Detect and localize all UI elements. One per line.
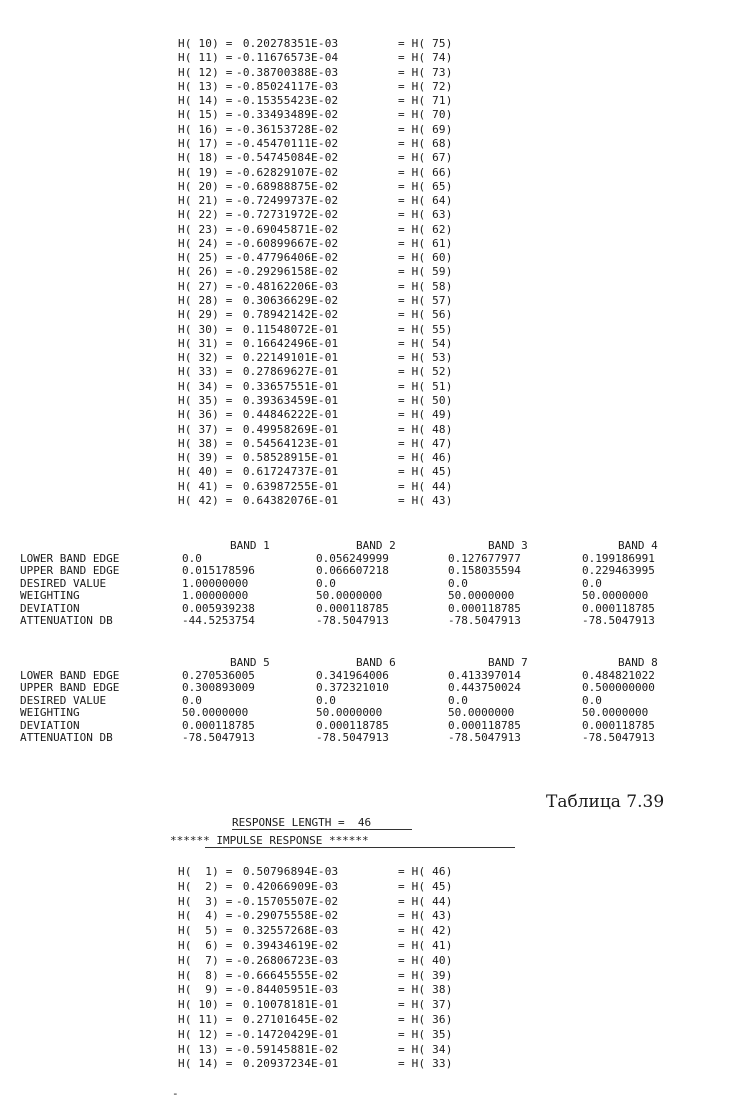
- coefficient-index: H( 34) =: [178, 379, 233, 393]
- coefficient-value: -0.59145881E-02: [236, 1042, 339, 1056]
- coefficient-index: H( 28) =: [178, 294, 233, 308]
- coefficient-mirror: = H( 71): [398, 94, 453, 108]
- coefficient-value: 0.20278351E-03: [236, 37, 339, 50]
- coefficient-index: H( 3) =: [178, 894, 233, 908]
- band-row-label: DESIRED VALUE: [20, 693, 107, 707]
- coefficient-mirror: = H( 75): [398, 37, 453, 50]
- coefficient-row: [178, 338, 453, 350]
- coefficient-mirror: = H( 72): [398, 79, 453, 93]
- coefficient-index: H( 32) =: [178, 351, 233, 365]
- coefficient-mirror: = H( 42): [398, 924, 453, 938]
- band-header: BAND 2: [356, 539, 396, 552]
- coefficient-row: [178, 352, 453, 364]
- coefficient-mirror: = H( 50): [398, 394, 453, 407]
- coefficient-mirror: = H( 51): [398, 379, 453, 393]
- coefficient-index: H( 16) =: [178, 122, 233, 136]
- band-value: 0.0: [448, 693, 468, 707]
- coefficient-index: H( 6) =: [178, 939, 233, 952]
- coefficient-value: -0.72499737E-02: [236, 194, 339, 208]
- coefficient-mirror: = H( 45): [398, 465, 453, 479]
- coefficient-value: -0.15705507E-02: [236, 894, 339, 908]
- coefficient-row: [178, 266, 453, 278]
- coefficient-row: [178, 984, 453, 996]
- coefficient-mirror: = H( 52): [398, 365, 453, 379]
- coefficient-row: [178, 95, 453, 107]
- band-value: 0.484821022: [582, 668, 655, 682]
- band-value: 0.500000000: [582, 681, 655, 694]
- coefficient-mirror: = H( 62): [398, 222, 453, 236]
- coefficient-value: -0.15355423E-02: [236, 94, 339, 108]
- coefficient-value: -0.36153728E-02: [236, 122, 339, 136]
- coefficient-mirror: = H( 74): [398, 51, 453, 65]
- coefficient-index: H( 26) =: [178, 265, 233, 279]
- band-value: 0.000118785: [582, 601, 655, 615]
- band-value: 0.372321010: [316, 681, 389, 694]
- band-row-label: ATTENUATION DB: [20, 614, 113, 627]
- band-value: 0.443750024: [448, 681, 521, 694]
- coefficient-mirror: = H( 46): [398, 451, 453, 465]
- coefficient-row: [178, 466, 453, 478]
- coefficient-row: [178, 109, 453, 121]
- coefficient-index: H( 10) =: [178, 37, 233, 50]
- band-row-label: WEIGHTING: [20, 706, 80, 719]
- coefficient-index: H( 14) =: [178, 1057, 233, 1071]
- band-value: 0.270536005: [182, 668, 255, 682]
- coefficient-index: H( 7) =: [178, 953, 233, 967]
- coefficient-value: -0.29075558E-02: [236, 909, 339, 923]
- coefficient-mirror: = H( 67): [398, 151, 453, 165]
- coefficient-value: 0.50796894E-03: [236, 865, 339, 878]
- band-value: -78.5047913: [316, 614, 389, 627]
- coefficient-index: H( 29) =: [178, 308, 233, 322]
- response-length: RESPONSE LENGTH = 46: [232, 816, 372, 829]
- coefficient-index: H( 11) =: [178, 1013, 233, 1026]
- coefficient-index: H( 21) =: [178, 194, 233, 208]
- coefficient-value: 0.64382076E-01: [236, 493, 339, 507]
- coefficient-value: 0.61724737E-01: [236, 465, 339, 479]
- coefficient-value: -0.66645555E-02: [236, 968, 339, 982]
- coefficient-row: [178, 224, 453, 236]
- coefficient-index: H( 42) =: [178, 493, 233, 507]
- coefficient-row: [178, 438, 453, 450]
- coefficient-index: H( 11) =: [178, 51, 233, 65]
- coefficient-index: H( 14) =: [178, 94, 233, 108]
- coefficient-index: H( 1) =: [178, 865, 233, 878]
- coefficient-value: 0.39363459E-01: [236, 394, 339, 407]
- band-header: BAND 5: [230, 656, 270, 669]
- coefficient-index: H( 13) =: [178, 1042, 233, 1056]
- coefficient-index: H( 38) =: [178, 436, 233, 450]
- coefficient-index: H( 22) =: [178, 208, 233, 222]
- coefficient-value: -0.38700388E-03: [236, 65, 339, 79]
- band-value: 0.229463995: [582, 564, 655, 577]
- coefficient-row: [178, 940, 453, 952]
- coefficient-index: H( 31) =: [178, 336, 233, 350]
- band-row-label: WEIGHTING: [20, 589, 80, 602]
- coefficient-row: [178, 925, 453, 937]
- coefficient-row: [178, 970, 453, 982]
- band-value: 0.413397014: [448, 668, 521, 682]
- coefficient-row: [178, 395, 453, 407]
- coefficient-index: H( 8) =: [178, 968, 233, 982]
- coefficient-value: -0.33493489E-02: [236, 108, 339, 122]
- band-value: 50.0000000: [316, 706, 383, 719]
- coefficient-index: H( 30) =: [178, 322, 233, 336]
- band-value: 50.0000000: [448, 706, 515, 719]
- coefficient-index: H( 12) =: [178, 1027, 233, 1041]
- coefficient-value: 0.27869627E-01: [236, 365, 339, 379]
- trailing-mark: -: [172, 1087, 179, 1100]
- band-value: -78.5047913: [316, 731, 389, 744]
- band-header: BAND 8: [618, 656, 658, 669]
- band-value: -78.5047913: [582, 731, 655, 744]
- coefficient-value: 0.44846222E-01: [236, 408, 339, 422]
- band-value: 0.0: [182, 693, 202, 707]
- band-value: 0.066607218: [316, 564, 389, 577]
- coefficient-value: -0.85024117E-03: [236, 79, 339, 93]
- coefficient-row: [178, 999, 453, 1011]
- coefficient-value: 0.10078181E-01: [236, 998, 339, 1012]
- coefficient-row: [178, 910, 453, 922]
- band-header: BAND 1: [230, 539, 270, 552]
- band-value: 0.158035594: [448, 564, 521, 577]
- band-value: 50.0000000: [316, 589, 383, 602]
- band-row-label: UPPER BAND EDGE: [20, 681, 120, 694]
- coefficient-mirror: = H( 64): [398, 194, 453, 208]
- band-value: 0.0: [316, 693, 336, 707]
- coefficient-value: 0.33657551E-01: [236, 379, 339, 393]
- coefficient-row: [178, 381, 453, 393]
- band-value: 0.015178596: [182, 564, 255, 577]
- coefficient-mirror: = H( 36): [398, 1013, 453, 1026]
- coefficient-row: [178, 152, 453, 164]
- coefficient-index: H( 9) =: [178, 983, 233, 997]
- band-row-label: LOWER BAND EDGE: [20, 668, 120, 682]
- band-value: 0.005939238: [182, 601, 255, 615]
- coefficient-value: -0.11676573E-04: [236, 51, 339, 65]
- coefficient-row: [178, 324, 453, 336]
- band-value: 0.199186991: [582, 551, 655, 565]
- coefficient-index: H( 4) =: [178, 909, 233, 923]
- band-row-label: DEVIATION: [20, 601, 80, 615]
- coefficient-index: H( 23) =: [178, 222, 233, 236]
- coefficient-mirror: = H( 43): [398, 493, 453, 507]
- coefficient-index: H( 35) =: [178, 394, 233, 407]
- coefficient-row: [178, 238, 453, 250]
- coefficient-value: -0.45470111E-02: [236, 136, 339, 150]
- coefficient-mirror: = H( 54): [398, 336, 453, 350]
- coefficient-row: [178, 366, 453, 378]
- band-value: 0.0: [182, 551, 202, 565]
- coefficient-value: 0.16642496E-01: [236, 336, 339, 350]
- coefficient-mirror: = H( 70): [398, 108, 453, 122]
- coefficient-index: H( 18) =: [178, 151, 233, 165]
- coefficient-row: [178, 409, 453, 421]
- coefficient-row: [178, 52, 453, 64]
- coefficient-mirror: = H( 43): [398, 909, 453, 923]
- table-caption: Таблица 7.39: [546, 792, 665, 812]
- band-value: 0.000118785: [582, 718, 655, 732]
- coefficient-index: H( 17) =: [178, 136, 233, 150]
- coefficient-row: [178, 309, 453, 321]
- band-value: 0.341964006: [316, 668, 389, 682]
- band-value: 0.000118785: [316, 601, 389, 615]
- coefficient-mirror: = H( 49): [398, 408, 453, 422]
- coefficient-value: -0.47796406E-02: [236, 251, 339, 265]
- coefficient-row: [178, 881, 453, 893]
- band-value: 50.0000000: [582, 706, 649, 719]
- coefficient-index: H( 2) =: [178, 879, 233, 893]
- coefficient-index: H( 41) =: [178, 479, 233, 493]
- band-value: 0.000118785: [316, 718, 389, 732]
- coefficient-value: -0.26806723E-03: [236, 953, 339, 967]
- coefficient-row: [178, 295, 453, 307]
- band-value: -44.5253754: [182, 614, 255, 627]
- underline-rule-2: [205, 847, 515, 848]
- coefficient-index: H( 12) =: [178, 65, 233, 79]
- coefficient-mirror: = H( 46): [398, 865, 453, 878]
- band-value: 50.0000000: [448, 589, 515, 602]
- coefficient-row: [178, 1044, 453, 1056]
- coefficient-mirror: = H( 33): [398, 1057, 453, 1071]
- band-row-label: LOWER BAND EDGE: [20, 551, 120, 565]
- coefficient-value: 0.22149101E-01: [236, 351, 339, 365]
- impulse-response-title: ****** IMPULSE RESPONSE ******: [170, 834, 369, 847]
- coefficient-row: [178, 1014, 453, 1026]
- coefficient-mirror: = H( 39): [398, 968, 453, 982]
- coefficient-mirror: = H( 73): [398, 65, 453, 79]
- coefficient-mirror: = H( 69): [398, 122, 453, 136]
- coefficient-value: 0.63987255E-01: [236, 479, 339, 493]
- coefficient-row: [178, 124, 453, 136]
- coefficient-value: -0.29296158E-02: [236, 265, 339, 279]
- band-row-label: DESIRED VALUE: [20, 576, 107, 590]
- coefficient-row: [178, 167, 453, 179]
- coefficient-value: 0.58528915E-01: [236, 451, 339, 465]
- coefficient-index: H( 37) =: [178, 422, 233, 436]
- coefficient-mirror: = H( 66): [398, 165, 453, 179]
- band-row-label: UPPER BAND EDGE: [20, 564, 120, 577]
- coefficient-value: 0.30636629E-02: [236, 294, 339, 308]
- band-value: 50.0000000: [182, 706, 249, 719]
- coefficient-mirror: = H( 55): [398, 322, 453, 336]
- coefficient-row: [178, 1029, 453, 1041]
- coefficient-mirror: = H( 38): [398, 983, 453, 997]
- coefficient-value: 0.39434619E-02: [236, 939, 339, 952]
- band-value: 0.000118785: [182, 718, 255, 732]
- coefficient-mirror: = H( 48): [398, 422, 453, 436]
- coefficient-mirror: = H( 65): [398, 179, 453, 193]
- coefficient-row: [178, 452, 453, 464]
- coefficient-row: [178, 424, 453, 436]
- coefficient-row: [178, 138, 453, 150]
- coefficient-value: 0.32557268E-03: [236, 924, 339, 938]
- coefficient-value: -0.54745084E-02: [236, 151, 339, 165]
- coefficient-value: -0.68988875E-02: [236, 179, 339, 193]
- coefficient-mirror: = H( 47): [398, 436, 453, 450]
- coefficient-mirror: = H( 59): [398, 265, 453, 279]
- coefficient-value: -0.69045871E-02: [236, 222, 339, 236]
- band-value: 0.000118785: [448, 718, 521, 732]
- band-value: 0.0: [582, 576, 602, 590]
- band-value: 0.056249999: [316, 551, 389, 565]
- coefficient-index: H( 5) =: [178, 924, 233, 938]
- coefficient-index: H( 36) =: [178, 408, 233, 422]
- band-header: BAND 4: [618, 539, 658, 552]
- coefficient-value: -0.14720429E-01: [236, 1027, 339, 1041]
- band-value: -78.5047913: [182, 731, 255, 744]
- coefficient-index: H( 40) =: [178, 465, 233, 479]
- coefficient-index: H( 15) =: [178, 108, 233, 122]
- coefficient-index: H( 24) =: [178, 236, 233, 250]
- coefficient-mirror: = H( 41): [398, 939, 453, 952]
- coefficient-mirror: = H( 40): [398, 953, 453, 967]
- coefficient-row: [178, 252, 453, 264]
- coefficient-mirror: = H( 57): [398, 294, 453, 308]
- underline-rule: [232, 829, 412, 830]
- coefficient-mirror: = H( 34): [398, 1042, 453, 1056]
- coefficient-mirror: = H( 58): [398, 279, 453, 293]
- coefficient-mirror: = H( 53): [398, 351, 453, 365]
- band-value: 1.00000000: [182, 589, 249, 602]
- coefficient-index: H( 10) =: [178, 998, 233, 1012]
- band-value: 0.300893009: [182, 681, 255, 694]
- band-row-label: ATTENUATION DB: [20, 731, 113, 744]
- coefficient-value: -0.84405951E-03: [236, 983, 339, 997]
- coefficient-value: 0.78942142E-02: [236, 308, 339, 322]
- coefficient-row: [178, 495, 453, 507]
- coefficient-value: 0.20937234E-01: [236, 1057, 339, 1071]
- coefficient-index: H( 27) =: [178, 279, 233, 293]
- coefficient-row: [178, 481, 453, 493]
- coefficient-value: -0.62829107E-02: [236, 165, 339, 179]
- coefficient-index: H( 39) =: [178, 451, 233, 465]
- coefficient-index: H( 25) =: [178, 251, 233, 265]
- band-value: 0.0: [582, 693, 602, 707]
- coefficient-value: 0.42066909E-03: [236, 879, 339, 893]
- coefficient-value: -0.72731972E-02: [236, 208, 339, 222]
- coefficient-row: [178, 81, 453, 93]
- coefficient-row: [178, 896, 453, 908]
- band-header: BAND 6: [356, 656, 396, 669]
- band-value: 0.0: [448, 576, 468, 590]
- coefficient-row: [178, 209, 453, 221]
- coefficient-index: H( 33) =: [178, 365, 233, 379]
- coefficient-mirror: = H( 37): [398, 998, 453, 1012]
- coefficient-index: H( 13) =: [178, 79, 233, 93]
- band-value: -78.5047913: [448, 731, 521, 744]
- coefficient-mirror: = H( 45): [398, 879, 453, 893]
- band-header: BAND 3: [488, 539, 528, 552]
- band-value: 1.00000000: [182, 576, 249, 590]
- coefficient-index: H( 19) =: [178, 165, 233, 179]
- coefficient-value: -0.48162206E-03: [236, 279, 339, 293]
- coefficient-row: [178, 281, 453, 293]
- band-header: BAND 7: [488, 656, 528, 669]
- band-value: 0.000118785: [448, 601, 521, 615]
- band-value: 0.0: [316, 576, 336, 590]
- coefficient-value: 0.11548072E-01: [236, 322, 339, 336]
- coefficient-value: 0.27101645E-02: [236, 1013, 339, 1026]
- coefficient-row: [178, 866, 453, 878]
- coefficient-row: [178, 67, 453, 79]
- coefficient-value: -0.60899667E-02: [236, 236, 339, 250]
- coefficient-mirror: = H( 68): [398, 136, 453, 150]
- coefficient-index: H( 20) =: [178, 179, 233, 193]
- coefficient-value: 0.49958269E-01: [236, 422, 339, 436]
- coefficient-row: [178, 195, 453, 207]
- coefficient-row: [178, 1058, 453, 1070]
- coefficient-mirror: = H( 35): [398, 1027, 453, 1041]
- coefficient-value: 0.54564123E-01: [236, 436, 339, 450]
- coefficient-mirror: = H( 44): [398, 894, 453, 908]
- coefficient-mirror: = H( 60): [398, 251, 453, 265]
- coefficient-row: [178, 955, 453, 967]
- band-value: -78.5047913: [448, 614, 521, 627]
- coefficient-mirror: = H( 44): [398, 479, 453, 493]
- band-value: -78.5047913: [582, 614, 655, 627]
- band-value: 0.127677977: [448, 551, 521, 565]
- coefficient-row: [178, 181, 453, 193]
- band-value: 50.0000000: [582, 589, 649, 602]
- coefficient-mirror: = H( 56): [398, 308, 453, 322]
- coefficient-mirror: = H( 61): [398, 236, 453, 250]
- coefficient-mirror: = H( 63): [398, 208, 453, 222]
- band-row-label: DEVIATION: [20, 718, 80, 732]
- coefficient-row: [178, 38, 453, 50]
